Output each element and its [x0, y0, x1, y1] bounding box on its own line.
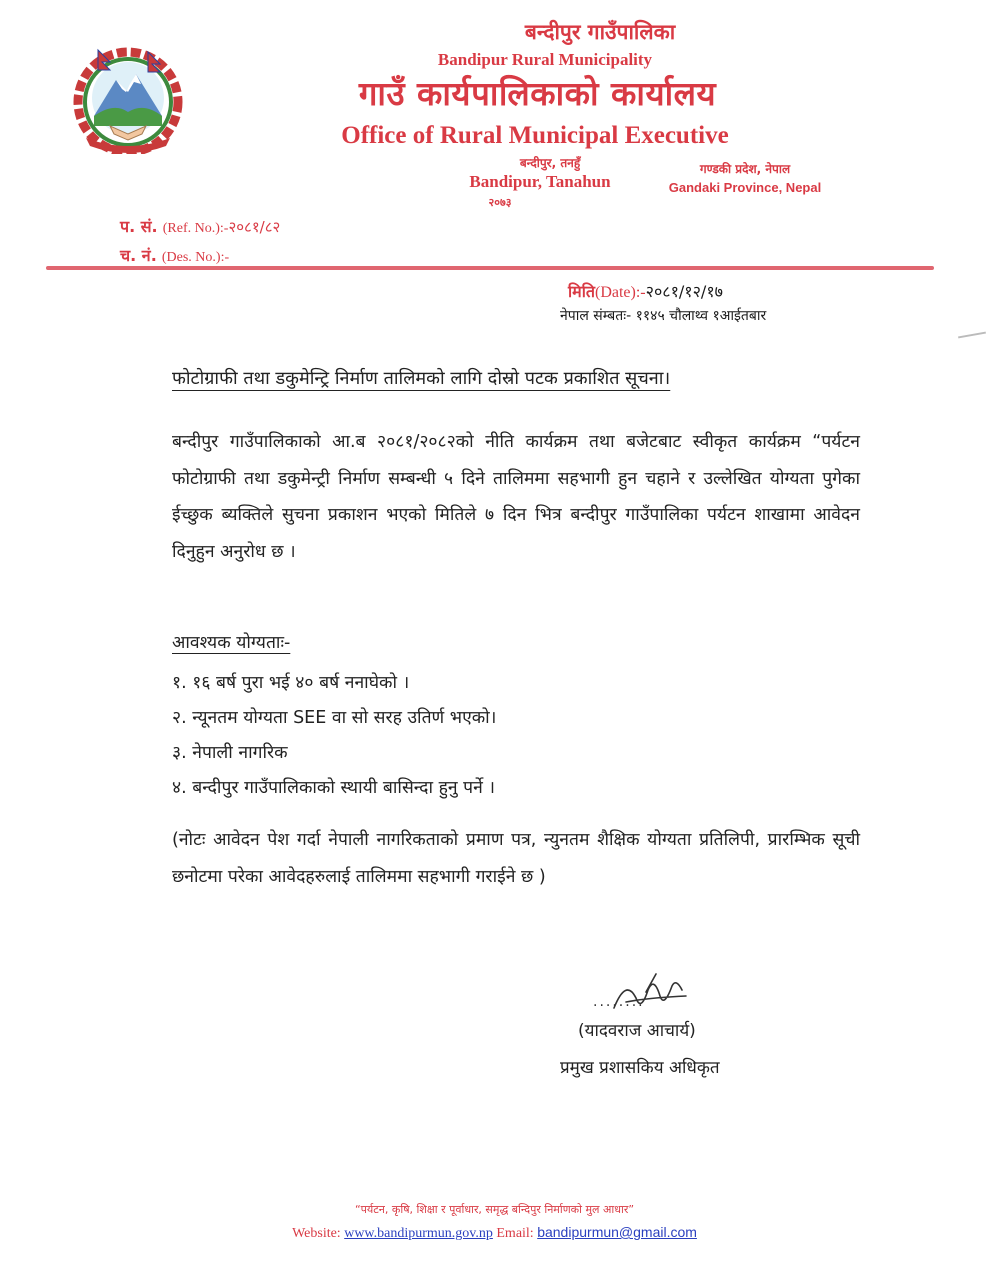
des-label-nepali: च. नं. [120, 246, 157, 265]
date-line [568, 280, 723, 302]
des-label-english: (Des. No.):- [161, 250, 230, 265]
header-divider [46, 266, 934, 270]
dispatch-number [120, 244, 229, 266]
list-item: १. १६ बर्ष पुरा भई ४० बर्ष ननाघेको । [172, 673, 410, 693]
notice-note: (नोटः आवेदन पेश गर्दा नेपाली नागरिकताको प्रमाण पत्र, न्युनतम शैक्षिक योग्यता प्रतिलिपी, प्रारम्भिक सूची छनोटमा परेका आवेदहरुलाई तालिममा सहभागी गराईने छ ) [172, 830, 860, 887]
list-item: ४. बन्दीपुर गाउँपालिकाको स्थायी बासिन्दा हुनु पर्ने । [172, 778, 495, 798]
requirements-heading: आवश्यक योग्यताः- [172, 633, 291, 653]
list-item: २. न्यूनतम योग्यता SEE वा सो सरह उतिर्ण भएको। [172, 708, 497, 728]
signature-dots: ........ [593, 994, 645, 1010]
nepal-government-emblem [64, 42, 192, 154]
email-label: Email: [496, 1226, 534, 1241]
office-title-english: Office of Rural Municipal Executive [341, 122, 729, 149]
notice-body: बन्दीपुर गाउँपालिकाको आ.ब २०८१/२०८२को नीति कार्यक्रम तथा बजेटबाट स्वीकृत कार्यक्रम “पर्यटन फोटोग्राफी तथा डकुमेन्ट्री निर्माण सम्बन्धी ५ दिने तालिममा सहभागी हुन चहाने र उल्लेखित योग्यता पुगेका ईच्छुक ब्यक्तिले सुचना प्रकाशन भएको मितिले ७ दिन भित्र बन्दीपुर गाउँपालिका पर्यटन शाखामा आवेदन दिनुहुन अनुरोध छ । [172, 432, 860, 562]
ref-label-nepali: प. सं. [120, 217, 158, 236]
scan-mark [958, 332, 986, 339]
footer-contact [0, 1224, 989, 1242]
province-english: Gandaki Province, Nepal [668, 180, 822, 195]
requirements-list [172, 666, 496, 806]
nepal-samvat-date: नेपाल संम्बतः- ११४५ चौलाथ्व १आईतबार [560, 308, 767, 324]
established-year: २०७३ [488, 196, 512, 209]
municipality-name-nepali: बन्दीपुर गाउँपालिका [524, 20, 676, 44]
office-title-nepali: गाउँ कार्यपालिकाको कार्यालय [358, 74, 717, 113]
reference-number [120, 215, 280, 237]
municipality-name-english: Bandipur Rural Municipality [437, 50, 653, 69]
address-nepali: बन्दीपुर, तनहुँ [519, 156, 581, 170]
address-english: Bandipur, Tanahun [469, 172, 611, 191]
notice-subject: फोटोग्राफी तथा डकुमेन्ट्रि निर्माण तालिमको लागि दोस्रो पटक प्रकाशित सूचना। [172, 368, 671, 389]
date-label-english: (Date):- [594, 284, 646, 301]
signatory-name: (यादवराज आचार्य) [578, 1021, 696, 1041]
email-link[interactable]: bandipurmun@gmail.com [537, 1224, 697, 1240]
signatory-title: प्रमुख प्रशासकिय अधिकृत [560, 1058, 720, 1078]
ref-label-english: (Ref. No.):- [162, 221, 229, 236]
website-label: Website: [292, 1226, 341, 1241]
list-item: ३. नेपाली नागरिक [172, 743, 288, 763]
province-nepali: गण्डकी प्रदेश, नेपाल [699, 162, 791, 176]
date-value: २०८१/१२/१७ [645, 282, 723, 301]
footer-slogan: “पर्यटन, कृषि, शिक्षा र पूर्वाधार, समृद्ध बन्दिपुर निर्माणको मुल आधार” [354, 1203, 635, 1216]
date-label-nepali: मिति [568, 282, 595, 301]
ref-value: २०८१/८२ [228, 218, 281, 236]
website-link[interactable]: www.bandipurmun.gov.np [344, 1226, 493, 1241]
